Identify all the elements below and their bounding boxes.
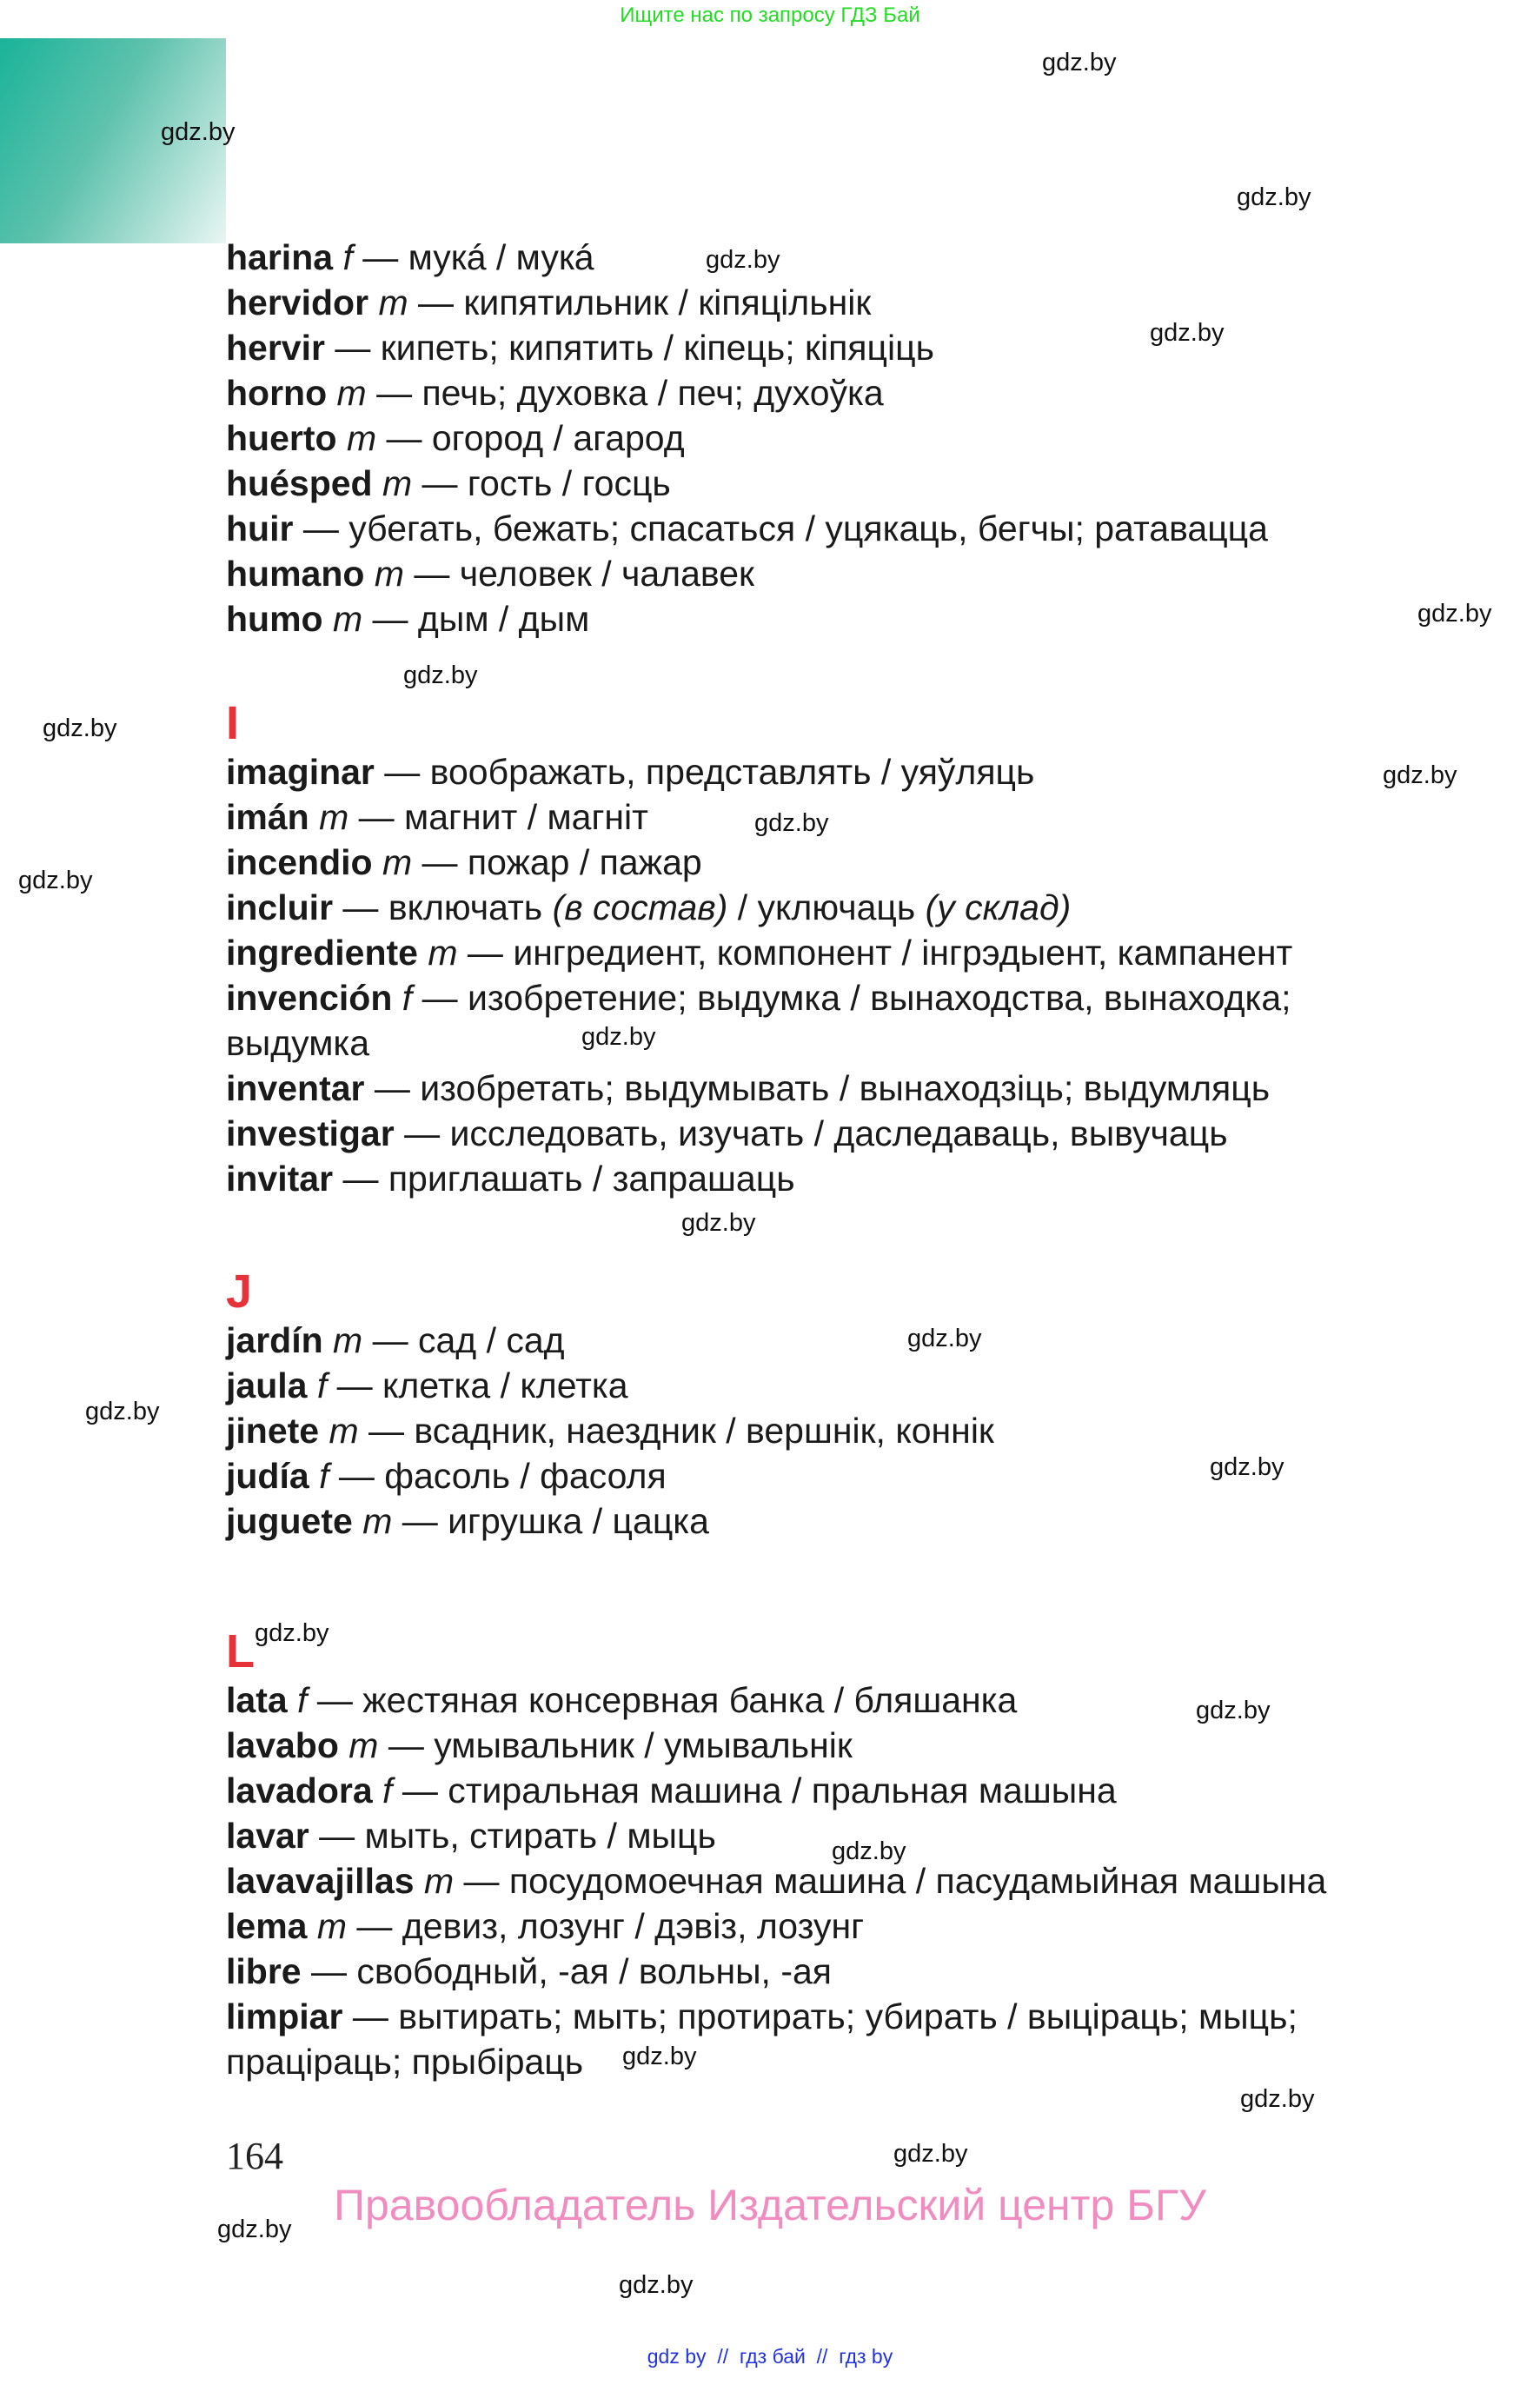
- headword: lavadora: [226, 1770, 383, 1810]
- translation: праціраць; прыбіраць: [226, 2042, 584, 2082]
- translation: — убегать, бежать; спасаться / уцякаць, бегчы; ратавацца: [293, 508, 1268, 548]
- translation: — изобретение; выдумка / вынаходства, вынаходка;: [412, 978, 1291, 1018]
- translation: — гость / госць: [412, 463, 671, 503]
- headword: incendio: [226, 842, 382, 882]
- translation: — девиз, лозунг / дэвіз, лозунг: [347, 1906, 865, 1946]
- footer-separator: //: [816, 2345, 828, 2368]
- headword: humo: [226, 599, 333, 639]
- dictionary-entry: [226, 1111, 1292, 1156]
- headword: judía: [226, 1456, 320, 1496]
- headword: huir: [226, 508, 294, 548]
- headword: humano: [226, 554, 375, 594]
- dictionary-entry: [226, 1318, 994, 1363]
- translation: — мыть, стирать / мыць: [309, 1816, 716, 1856]
- dictionary-entry: [226, 280, 1268, 325]
- translation: — фасоль / фасоля: [329, 1456, 667, 1496]
- watermark: gdz.by: [893, 2140, 968, 2168]
- watermark: gdz.by: [754, 809, 829, 837]
- dictionary-entry: [226, 1994, 1326, 2039]
- dictionary-entry: [226, 1858, 1326, 1903]
- translation: — кипеть; кипятить / кіпець; кіпяціць: [324, 328, 934, 368]
- grammar-note: m: [428, 933, 458, 973]
- headword: lavavajillas: [226, 1861, 424, 1901]
- translation: / уключаць: [727, 887, 926, 927]
- grammar-note: m: [329, 1411, 359, 1451]
- dictionary-entry: [226, 1156, 1292, 1201]
- translation: — сад / сад: [362, 1320, 565, 1360]
- headword: ingrediente: [226, 933, 428, 973]
- dictionary-entry: [226, 1813, 1326, 1858]
- dictionary-entry: [226, 749, 1292, 794]
- translation: — стиральная машина / пральная машына: [392, 1770, 1117, 1810]
- headword: invención: [226, 978, 402, 1018]
- headword: investigar: [226, 1113, 395, 1153]
- dictionary-entry: [226, 1903, 1326, 1949]
- watermark: gdz.by: [85, 1398, 160, 1425]
- grammar-note: (в состав): [552, 887, 728, 927]
- grammar-note: m: [362, 1501, 393, 1541]
- watermark: gdz.by: [217, 2216, 292, 2243]
- headword: lavabo: [226, 1725, 349, 1765]
- dictionary-entry: [226, 885, 1292, 930]
- dictionary-section: [226, 235, 1268, 641]
- dictionary-section: [226, 697, 1292, 1201]
- translation: — посудомоечная машина / пасудамыйная машына: [454, 1861, 1327, 1901]
- translation: — мукá / мукá: [352, 237, 594, 277]
- grammar-note: m: [346, 418, 377, 458]
- dictionary-entry: [226, 1498, 994, 1544]
- grammar-note: m: [319, 797, 349, 837]
- headword: lata: [226, 1680, 298, 1720]
- watermark: gdz.by: [681, 1209, 756, 1237]
- dictionary-entry: [226, 325, 1268, 370]
- dictionary-entry: [226, 506, 1268, 551]
- footer-link[interactable]: гдз by: [839, 2345, 893, 2368]
- footer-link[interactable]: gdz by: [647, 2345, 707, 2368]
- watermark: gdz.by: [706, 246, 780, 274]
- dictionary-entry: [226, 1768, 1326, 1813]
- watermark: gdz.by: [1042, 49, 1117, 76]
- translation: выдумка: [226, 1023, 370, 1063]
- grammar-note: m: [382, 842, 413, 882]
- translation: — приглашать / запрашаць: [333, 1159, 795, 1199]
- dictionary-entry: [226, 415, 1268, 461]
- watermark: gdz.by: [581, 1023, 656, 1051]
- grammar-note: f: [402, 978, 413, 1018]
- dictionary-section: [226, 1266, 994, 1544]
- headword: inventar: [226, 1068, 365, 1108]
- watermark: gdz.by: [18, 867, 93, 894]
- headword: hervir: [226, 328, 325, 368]
- watermark: gdz.by: [403, 661, 478, 689]
- headword: juguete: [226, 1501, 363, 1541]
- section-letter: I: [226, 697, 240, 749]
- dictionary-entry: [226, 1723, 1326, 1768]
- translation: — жестяная консервная банка / бляшанка: [307, 1680, 1018, 1720]
- dictionary-entry: [226, 1363, 994, 1408]
- watermark: gdz.by: [1196, 1697, 1271, 1724]
- watermark: gdz.by: [619, 2271, 694, 2299]
- watermark: gdz.by: [161, 118, 236, 146]
- grammar-note: m: [374, 554, 404, 594]
- dictionary-entry: [226, 1677, 1326, 1723]
- section-letter: L: [226, 1625, 255, 1677]
- watermark: gdz.by: [1240, 2085, 1315, 2113]
- headword: huerto: [226, 418, 347, 458]
- dictionary-entry: [226, 1949, 1326, 1994]
- section-letter: J: [226, 1266, 253, 1318]
- headword: invitar: [226, 1159, 334, 1199]
- dictionary-entry: [226, 1020, 1292, 1066]
- dictionary-entry: [226, 1453, 994, 1498]
- dictionary-entry: [226, 975, 1292, 1020]
- grammar-note: m: [348, 1725, 379, 1765]
- watermark: gdz.by: [1417, 600, 1492, 628]
- headword: limpiar: [226, 1996, 343, 2036]
- footer-separator: //: [717, 2345, 729, 2368]
- page-number: 164: [226, 2135, 283, 2177]
- headword: libre: [226, 1951, 302, 1991]
- headword: lavar: [226, 1816, 309, 1856]
- headword: lema: [226, 1906, 317, 1946]
- headword: horno: [226, 373, 337, 413]
- dictionary-entry: [226, 596, 1268, 641]
- grammar-note: m: [382, 463, 413, 503]
- watermark: gdz.by: [43, 714, 117, 742]
- copyright-owner: Правообладатель Издательский центр БГУ: [334, 2181, 1206, 2229]
- translation: — печь; духовка / печ; духоўка: [366, 373, 884, 413]
- headword: jaula: [226, 1365, 317, 1405]
- watermark: gdz.by: [255, 1619, 329, 1647]
- grammar-note: f: [297, 1680, 308, 1720]
- dictionary-entry: [226, 840, 1292, 885]
- grammar-note: m: [332, 599, 363, 639]
- translation: — воображать, представлять / уяўляць: [374, 752, 1035, 792]
- footer-link[interactable]: гдз бай: [739, 2345, 806, 2368]
- translation: — пожар / пажар: [412, 842, 702, 882]
- headword: imaginar: [226, 752, 375, 792]
- translation: — кипятильник / кіпяцільнік: [408, 282, 872, 322]
- translation: — дым / дым: [362, 599, 590, 639]
- grammar-note: m: [316, 1906, 347, 1946]
- search-banner: Ищите нас по запросу ГДЗ Бай: [620, 3, 920, 27]
- grammar-note: (у склад): [925, 887, 1072, 927]
- translation: — огород / агарод: [376, 418, 685, 458]
- grammar-note: m: [336, 373, 367, 413]
- headword: imán: [226, 797, 320, 837]
- grammar-note: m: [333, 1320, 363, 1360]
- translation: — изобретать; выдумывать / вынаходзіць; выдумляць: [364, 1068, 1271, 1108]
- grammar-note: m: [378, 282, 408, 322]
- watermark: gdz.by: [1237, 183, 1311, 211]
- headword: incluir: [226, 887, 334, 927]
- headword: hervidor: [226, 282, 379, 322]
- dictionary-entry: [226, 1066, 1292, 1111]
- grammar-note: f: [342, 237, 353, 277]
- translation: — клетка / клетка: [327, 1365, 628, 1405]
- translation: — человек / чалавек: [403, 554, 754, 594]
- translation: — игрушка / цацка: [392, 1501, 709, 1541]
- headword: harina: [226, 237, 343, 277]
- headword: jardín: [226, 1320, 334, 1360]
- translation: — умывальник / умывальнік: [378, 1725, 853, 1765]
- headword: jinete: [226, 1411, 329, 1451]
- translation: — всадник, наездник / вершнік, коннік: [358, 1411, 994, 1451]
- translation: — включать: [333, 887, 553, 927]
- grammar-note: f: [316, 1365, 328, 1405]
- translation: — свободный, -ая / вольны, -ая: [301, 1951, 832, 1991]
- watermark: gdz.by: [832, 1837, 906, 1865]
- dictionary-section: [226, 1625, 1326, 2084]
- footer-links: [0, 2345, 1540, 2368]
- translation: — магнит / магніт: [348, 797, 648, 837]
- watermark: gdz.by: [1383, 761, 1457, 789]
- translation: — ингредиент, компонент / інгрэдыент, кампанент: [457, 933, 1293, 973]
- headword: huésped: [226, 463, 382, 503]
- watermark: gdz.by: [1150, 319, 1225, 347]
- translation: — вытирать; мыть; протирать; убирать / выціраць; мыць;: [342, 1996, 1298, 2036]
- dictionary-entry: [226, 1408, 994, 1453]
- translation: — исследовать, изучать / даследаваць, вывучаць: [394, 1113, 1228, 1153]
- grammar-note: m: [423, 1861, 455, 1901]
- grammar-note: f: [319, 1456, 329, 1496]
- dictionary-entry: [226, 370, 1268, 415]
- dictionary-entry: [226, 930, 1292, 975]
- watermark: gdz.by: [1210, 1453, 1284, 1481]
- grammar-note: f: [382, 1770, 393, 1810]
- watermark: gdz.by: [622, 2043, 697, 2070]
- dictionary-entry: [226, 551, 1268, 596]
- dictionary-entry: [226, 2039, 1326, 2084]
- dictionary-entry: [226, 461, 1268, 506]
- watermark: gdz.by: [907, 1325, 982, 1352]
